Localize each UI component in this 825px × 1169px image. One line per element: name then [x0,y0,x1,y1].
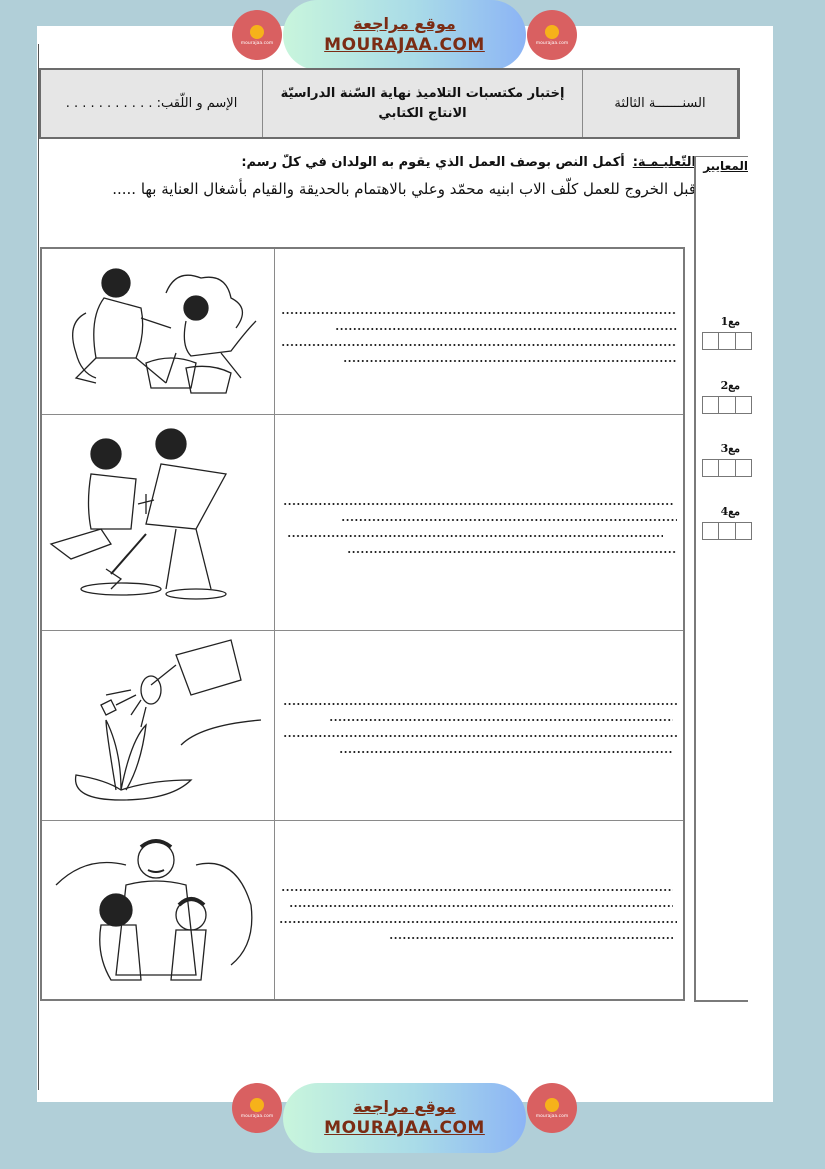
criterion-label: مع4 [720,505,740,518]
answer-line[interactable] [283,703,677,705]
watermark-banner-bottom[interactable] [283,1083,526,1153]
criterion-4 [702,505,752,540]
score-boxes[interactable] [702,332,752,350]
page-margin-rule [38,44,39,1090]
criteria-title: المعايير [703,159,748,173]
answer-area-1[interactable] [275,249,683,414]
answer-line[interactable] [335,328,677,330]
exercise-row-4 [42,821,683,999]
answer-line[interactable] [287,535,663,537]
watermark-latin: MOURAJAA.COM [324,35,485,55]
watermark-arabic: موقع مراجعة [353,1097,456,1116]
book-icon [545,25,559,39]
exercise-row-3 [42,631,683,821]
exam-subject: الانتاج الكتابي [378,105,467,121]
answer-line[interactable] [389,937,673,939]
instruction-label: التّعليـمـة: [632,155,696,170]
score-boxes[interactable] [702,396,752,414]
answer-line[interactable] [289,905,673,907]
watermark-logo-right [527,10,577,60]
student-name-label: الإسم و اللّقب: . . . . . . . . . . . [65,96,238,111]
illustration-father-sons [42,821,275,999]
illustration-watering [42,631,275,820]
school-year [583,70,737,137]
score-boxes[interactable] [702,522,752,540]
instructions [44,153,696,206]
watermark-logo-right-bottom [527,1083,577,1133]
answer-line[interactable] [343,360,677,362]
illustration-digging [42,415,275,630]
instruction-text: أكمل النص بوصف العمل الذي يقوم به الولدان في كلّ رسم: [241,155,625,170]
exam-title-line1: إختبار مكتسبات التلاميذ نهاية السّنة الدراسيّة [280,85,565,101]
criterion-3 [702,442,752,477]
criteria-column [694,156,748,1002]
answer-line[interactable] [281,344,677,346]
book-icon [250,25,264,39]
answer-line[interactable] [341,519,677,521]
exercise-table [40,247,685,1001]
instruction-heading [44,153,696,173]
boys-digging-illustration [46,419,270,625]
boys-planting-illustration [46,253,270,409]
instruction-body: قبل الخروج للعمل كلّف الاب ابنيه محمّد وعلي بالاهتمام بالحديقة والقيام بأشغال العناية بها ..... [112,180,696,198]
answer-line[interactable] [279,921,677,923]
watermark-banner-top[interactable] [283,0,526,70]
answer-area-2[interactable] [275,415,683,630]
watering-plant-illustration [46,635,270,815]
watermark-logo-left-bottom [232,1083,282,1133]
criterion-label: مع2 [720,379,740,392]
exam-title [263,70,583,137]
answer-line[interactable] [283,735,677,737]
watermark-logo-left [232,10,282,60]
criterion-2 [702,379,752,414]
logo-caption: mourajaa.com [240,40,274,46]
watermark-arabic: موقع مراجعة [353,14,456,33]
book-icon [545,1098,559,1112]
father-and-sons-illustration [46,825,270,993]
watermark-latin: MOURAJAA.COM [324,1118,485,1138]
answer-line[interactable] [283,503,673,505]
criterion-1 [702,315,752,350]
book-icon [250,1098,264,1112]
exercise-row-2 [42,415,683,631]
score-boxes[interactable] [702,459,752,477]
logo-caption: mourajaa.com [535,40,569,46]
answer-line[interactable] [347,551,677,553]
answer-area-4[interactable] [275,821,683,999]
school-year-label: السنـــــــة الثالثة [614,96,706,111]
answer-line[interactable] [281,312,677,314]
logo-caption: mourajaa.com [240,1113,274,1119]
answer-area-3[interactable] [275,631,683,820]
answer-line[interactable] [281,889,673,891]
criterion-label: مع1 [720,315,740,328]
logo-caption: mourajaa.com [535,1113,569,1119]
answer-line[interactable] [329,719,673,721]
criterion-label: مع3 [720,442,740,455]
exam-header [39,68,740,139]
illustration-planting [42,249,275,414]
exercise-row-1 [42,249,683,415]
student-name-field[interactable] [41,70,263,137]
answer-line[interactable] [339,751,673,753]
